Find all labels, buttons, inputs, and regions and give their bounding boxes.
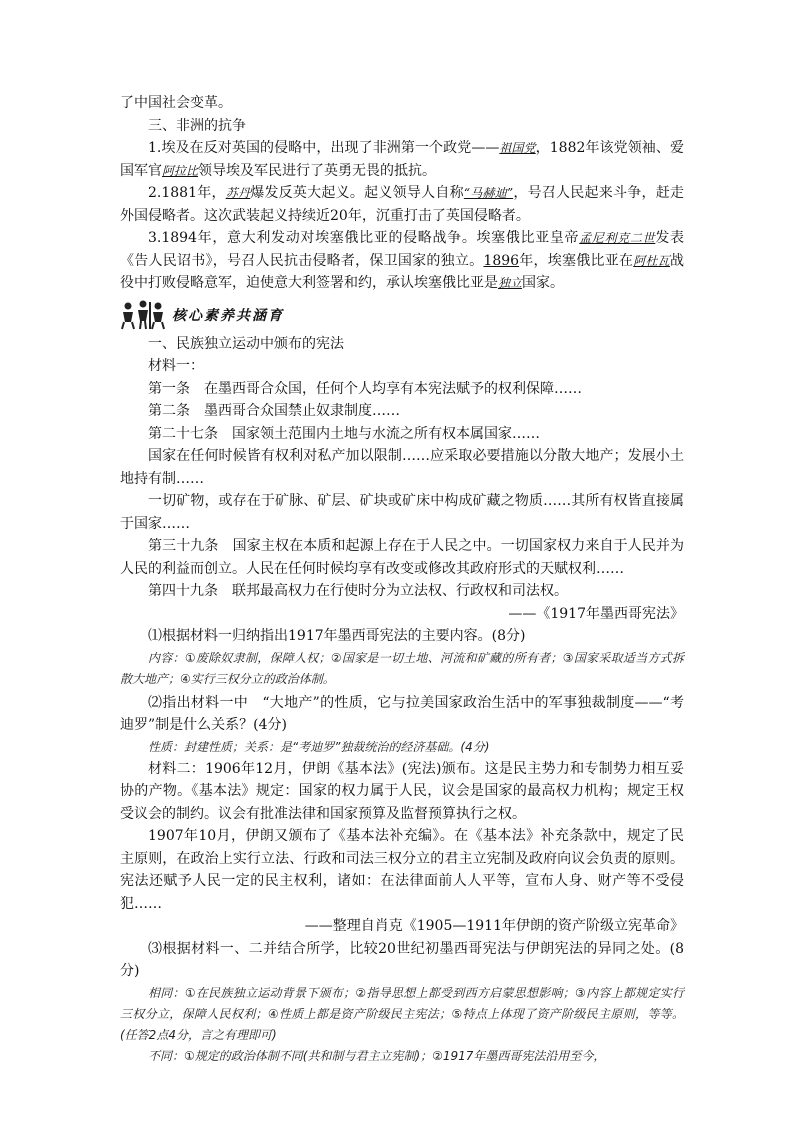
material1-line: 第四十九条 联邦最高权力在行使时分为立法权、行政权和司法权。 (148, 583, 568, 599)
answer-blank: 阿杜瓦 (633, 253, 671, 268)
answer-3-diff: 不同：①规定的政治体制不同(共和制与君主立宪制)；②1917年墨西哥宪法沿用至今， (148, 1048, 606, 1063)
banner-title: 核心素养共涵育 (172, 307, 284, 324)
material1-source: ——《1917年墨西哥宪法》 (508, 605, 684, 622)
people-icon (120, 300, 166, 330)
section3-title: 三、非洲的抗争 (148, 117, 246, 134)
answer-blank: 孟尼利克二世 (579, 231, 656, 245)
answer-blank: 祖国党 (499, 141, 536, 155)
answer-2: 性质：封建性质；关系：是“考迪罗”独裁统治的经济基础。(4分) (148, 739, 490, 754)
item-sudan: 2.1881年，苏丹爆发反英大起义。起义领导人自称“马赫迪”，号召人民起来斗争，赶走外国侵略者。这次武装起义持续近20年，沉重打击了英国侵略者。 (120, 185, 684, 224)
question-1: ⑴根据材料一归纳指出1917年墨西哥宪法的主要内容。(8分) (148, 628, 526, 644)
material1-line: 第一条 在墨西哥合众国，任何个人均享有本宪法赋予的权利保障…… (148, 380, 582, 397)
question-2: ⑵指出材料一中 “大地产”的性质，它与拉美国家政治生活中的军事独裁制度——“考迪罗”制是什么关系？(4分) (120, 694, 684, 733)
material1-line: 第二条 墨西哥合众国禁止奴隶制度…… (148, 403, 400, 419)
material2-source: ——整理自肖克《1905—1911年伊朗的资产阶级立宪革命》 (304, 918, 684, 934)
item-ethiopia: 3.1894年，意大利发动对埃塞俄比亚的侵略战争。埃塞俄比亚皇帝孟尼利克二世发表《告人民诏书》，号召人民抗击侵略者，保卫国家的独立。1896年，埃塞俄比亚在阿杜瓦战役中打败侵略意军，迫使意大利签署和约，承认埃塞俄比亚是独立国家。 (120, 230, 685, 291)
answer-blank: 苏丹 (225, 186, 251, 200)
answer-3-same: 相同：①在民族独立运动背景下颁布；②指导思想上都受到西方启蒙思想影响；③内容上都规定实行三权分立，保障人民权利；④性质上都是资产阶级民主宪法；⑤特点上体现了资产阶级民主原则，等等。(任答2点4分，言之有理即可) (120, 985, 684, 1042)
material2: 材料二：1906年12月，伊朗《基本法》(宪法)颁布。这是民主势力和专制势力相互妥协的产物。《基本法》规定：国家的权力属于人民，议会是国家的最高权力机构；规定王权受议会的制约。议会有批准法律和国家预算及监督预算执行之权。 (120, 760, 684, 822)
question-3: ⑶根据材料一、二并结合所学，比较20世纪初墨西哥宪法与伊朗宪法的异同之处。(8分) (120, 940, 684, 979)
material2-continued: 1907年10月，伊朗又颁布了《基本法补充编》。在《基本法》补充条款中，规定了民主原则，在政治上实行立法、行政和司法三权分立的君主立宪制及政府向议会负责的原则。宪法还赋予人民一定的民主权利，诸如：在法律面前人人平等，宣布人身、财产等不受侵犯…… (120, 828, 684, 912)
part1-title: 一、民族独立运动中颁布的宪法 (148, 335, 344, 352)
material1-line: 国家在任何时候皆有权利对私产加以限制……应采取必要措施以分散大地产；发展小土地持有制…… (120, 448, 684, 487)
answer-blank: 阿拉比 (162, 163, 199, 178)
material1-label: 材料一： (148, 358, 204, 374)
document-page (120, 92, 684, 1067)
material1-line: 第三十九条 国家主权在本质和起源上存在于人民之中。一切国家权力来自于人民并为人民的利益而创立。人民在任何时候均享有改变或修改其政府形式的天赋权利…… (120, 538, 684, 577)
answer-blank: “马赫迪” (463, 186, 514, 200)
para-top: 了中国社会变革。 (120, 95, 232, 111)
answer-blank: 独立 (498, 276, 523, 290)
material1-line: 第二十七条 国家领土范围内土地与水流之所有权本属国家…… (148, 425, 540, 442)
material1-line: 一切矿物，或存在于矿脉、矿层、矿块或矿床中构成矿藏之物质……其所有权皆直接属于国家…… (120, 493, 684, 532)
item-egypt: 1.埃及在反对英国的侵略中，出现了非洲第一个政党——祖国党，1882年该党领袖、爱国军官阿拉比领导埃及军民进行了英勇无畏的抵抗。 (120, 140, 684, 179)
answer-blank: 1896 (483, 252, 520, 269)
answer-1: 内容：①废除奴隶制，保障人权；②国家是一切土地、河流和矿藏的所有者；③国家采取适当方式拆散大地产；④实行三权分立的政治体制。 (120, 650, 684, 686)
section-banner (120, 298, 684, 332)
